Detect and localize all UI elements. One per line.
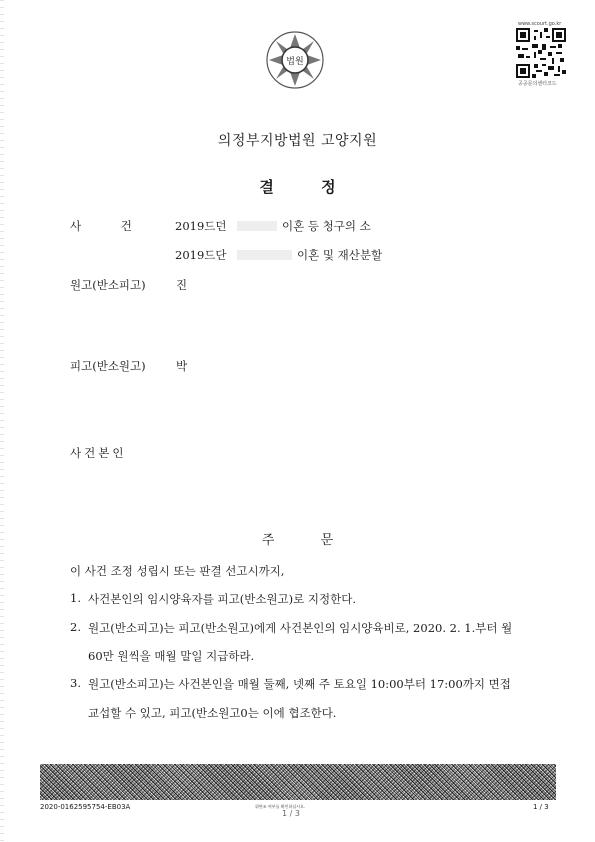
- order-item-text: 사건본인의 임시양육자를 피고(반소원고)로 지정한다.: [88, 592, 356, 606]
- site-url: www.scourt.go.kr: [518, 21, 562, 27]
- case-name: 이혼 및 재산분할: [297, 248, 383, 262]
- plaintiff-label: 원고(반소피고): [70, 278, 146, 292]
- defendant-label: 피고(반소원고): [70, 359, 146, 373]
- case-principal-label: 사건본인: [70, 446, 127, 460]
- court-name: 의정부지방법원 고양지원: [217, 133, 378, 149]
- page-number: 1 / 3: [533, 803, 549, 811]
- redaction-box: [237, 221, 277, 231]
- order-item-text: 60만 원씩을 매월 말일 지급하라.: [88, 649, 255, 663]
- order-item-text: 원고(반소피고)는 사건본인을 매월 둘째, 넷째 주 토요일 10:00부터 17:00까지 면접: [88, 677, 511, 691]
- qr-caption: 공공문의센터코드: [518, 81, 557, 87]
- qr-code-icon: [516, 28, 566, 78]
- order-item-text: 원고(반소피고)는 피고(반소원고)에게 사건본인의 임시양육비로, 2020. 2. 1.부터 월: [88, 621, 513, 635]
- emblem-label: 법원: [286, 57, 304, 67]
- center-page-number: 1 / 3: [282, 809, 300, 818]
- order-intro: 이 사건 조정 성립시 또는 판결 선고시까지,: [70, 564, 285, 578]
- case-number: 2019드던: [175, 219, 227, 233]
- document-id: 2020-0162595754-EB03A: [40, 803, 131, 811]
- order-heading: 주 문: [261, 533, 334, 548]
- case-number: 2019드단: [175, 248, 227, 262]
- case-label: 사 건: [70, 219, 132, 233]
- court-emblem-icon: [265, 30, 325, 90]
- document-title: 결 정: [259, 178, 336, 196]
- case-name: 이혼 등 청구의 소: [282, 219, 371, 233]
- redaction-box: [237, 250, 292, 260]
- security-pattern-strip: [40, 764, 556, 800]
- plaintiff-name: 진: [176, 278, 188, 292]
- defendant-name: 박: [176, 359, 188, 373]
- order-item-text: 교섭할 수 있고, 피고(반소원고0는 이에 협조한다.: [88, 706, 337, 720]
- order-item-number: 1.: [70, 591, 81, 605]
- order-item-number: 2.: [70, 620, 81, 634]
- order-item-number: 3.: [70, 676, 81, 690]
- verification-note: 위변조 여부를 확인하십시오.: [255, 804, 306, 809]
- scan-edge-marks: [0, 0, 4, 842]
